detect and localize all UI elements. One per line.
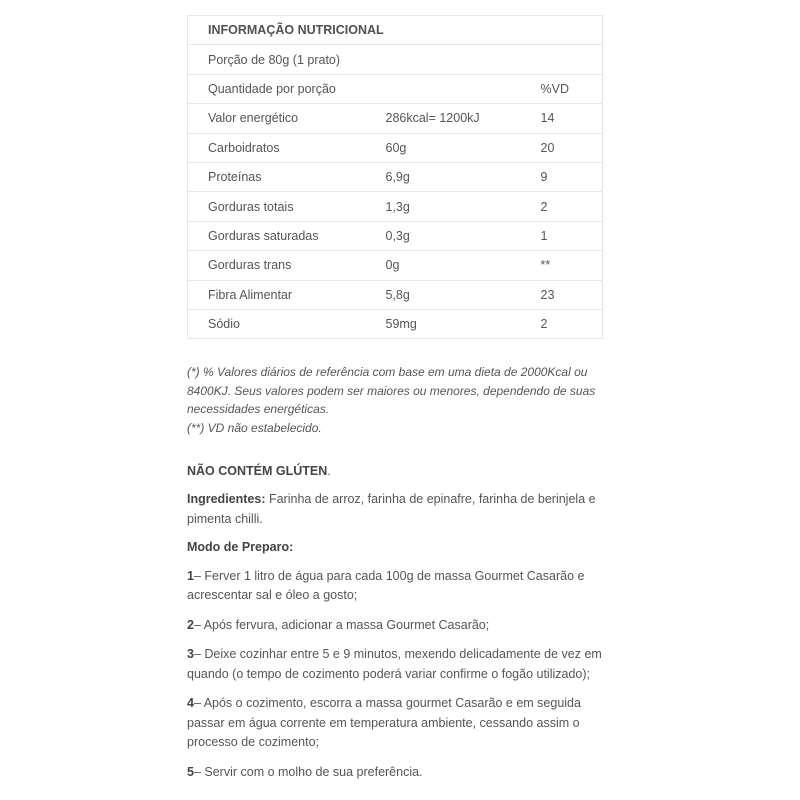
nutrient-vd: 2 [521,309,603,338]
footnote-daily-values: (*) % Valores diários de referência com base em uma dieta de 2000Kcal ou 8400KJ. Seus valores podem ser maiores ou menores, dependendo de suas necessidades energéticas. [187,365,596,417]
table-row [188,162,603,191]
nutrient-vd: 1 [521,221,603,250]
nutrient-amount: 0g [366,251,521,280]
ingredients [187,490,603,529]
product-description [187,15,603,782]
nutrient-name: Fibra Alimentar [188,280,366,309]
nutrient-amount: 60g [366,133,521,162]
nutrient-vd: 14 [521,104,603,133]
nutrient-amount: 5,8g [366,280,521,309]
preparation-step [187,694,603,753]
nutrient-amount: 1,3g [366,192,521,221]
portion-row [188,45,603,74]
step-number: 1 [187,568,194,583]
preparation-step [187,567,603,606]
nutrient-amount: 59mg [366,309,521,338]
nutrient-amount: 6,9g [366,162,521,191]
step-number: 5 [187,764,194,779]
nutrition-table [187,15,603,339]
preparation-title [187,538,603,558]
nutrient-name: Gorduras trans [188,251,366,280]
nutrient-name: Valor energético [188,104,366,133]
table-row [188,192,603,221]
header-quantity-label: Quantidade por porção [188,74,366,103]
portion-size: Porção de 80g (1 prato) [188,45,603,74]
preparation-step [187,616,603,636]
nutrient-vd: 2 [521,192,603,221]
ingredients-label: Ingredientes: [187,492,266,507]
gluten-notice-label: NÃO CONTÉM GLÚTEN [187,464,328,479]
table-row [188,221,603,250]
nutrient-name: Gorduras totais [188,192,366,221]
preparation-title-label: Modo de Preparo: [187,540,294,555]
step-text: – Ferver 1 litro de água para cada 100g de massa Gourmet Casarão e acrescentar sal e óleo a gosto; [187,568,585,603]
nutrient-name: Proteínas [188,162,366,191]
table-row [188,104,603,133]
nutrient-vd: 20 [521,133,603,162]
ingredients-text: Farinha de arroz, farinha de epinafre, farinha de berinjela e pimenta chilli. [187,492,596,526]
step-text: – Servir com o molho de sua preferência. [193,764,423,779]
gluten-notice [187,461,603,481]
nutrition-title: INFORMAÇÃO NUTRICIONAL [208,23,384,38]
nutrient-name: Carboidratos [188,133,366,162]
nutrient-vd: 9 [521,162,603,191]
nutrient-amount: 0,3g [366,221,521,250]
table-row [188,251,603,280]
nutrient-vd: ** [521,251,603,280]
table-row [188,309,603,338]
step-text: – Deixe cozinhar entre 5 e 9 minutos, mexendo delicadamente de vez em quando (o tempo de cozimento poderá variar confirme o fogão utilizado); [187,647,602,681]
table-header-row [188,74,603,103]
nutrient-vd: 23 [521,280,603,309]
nutrient-name: Gorduras saturadas [188,221,366,250]
gluten-notice-suffix: . [327,464,331,479]
table-row [188,280,603,309]
step-text: – Após fervura, adicionar a massa Gourmet Casarão; [193,617,490,632]
step-number: 3 [187,647,194,662]
preparation-step [187,763,603,783]
preparation-step [187,645,603,684]
nutrient-amount: 286kcal= 1200kJ [366,104,521,133]
footnotes [187,363,603,437]
step-number: 4 [187,696,194,711]
header-vd: %VD [521,74,603,103]
step-number: 2 [187,617,194,632]
table-row [188,133,603,162]
footnote-vd: (**) VD não estabelecido. [187,420,322,435]
header-amount [366,74,521,103]
nutrient-name: Sódio [188,309,366,338]
nutrition-title-row [188,16,603,45]
step-text: – Após o cozimento, escorra a massa gourmet Casarão e em seguida passar em água corrente em temperatura ambiente, cessando assim o processo de cozimento; [187,696,581,750]
